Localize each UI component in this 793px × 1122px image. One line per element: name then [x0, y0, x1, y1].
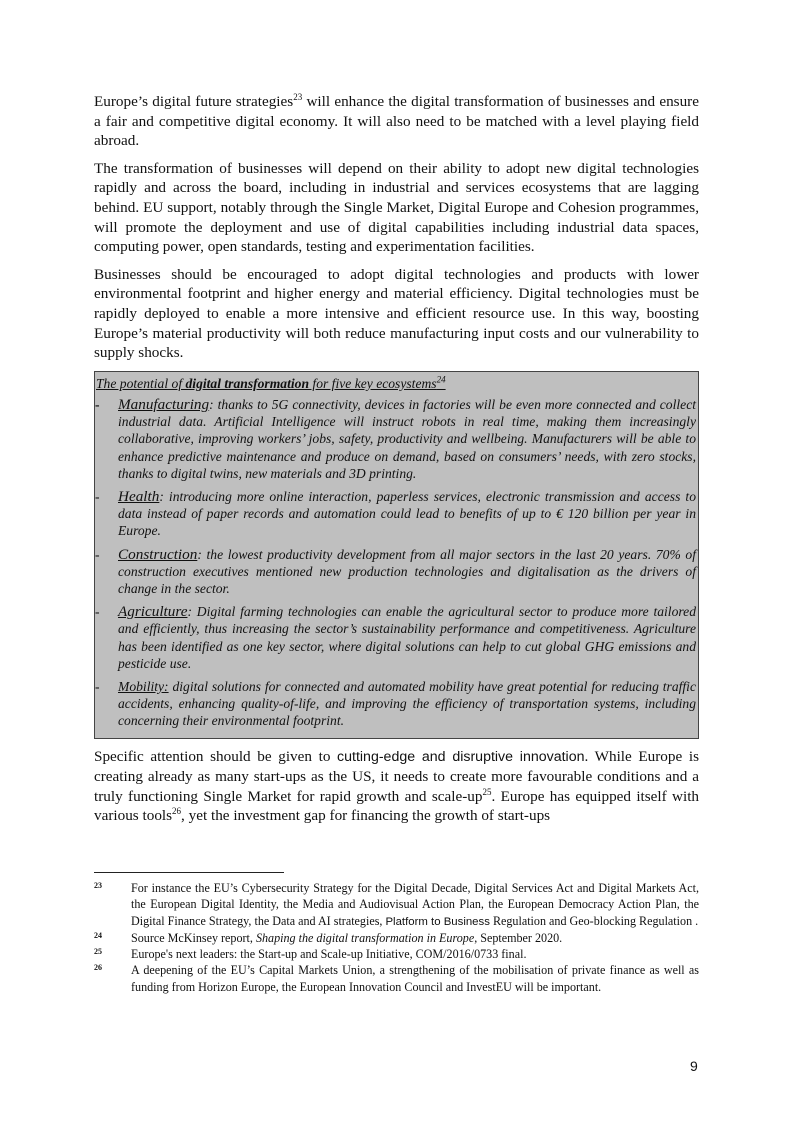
- footnote-number: 25: [94, 947, 102, 957]
- box-title-text: The potential of: [96, 375, 186, 391]
- footnote-number: 23: [94, 881, 102, 890]
- item-heading: Agriculture: [118, 603, 188, 621]
- ecosystem-item-manufacturing: [95, 396, 698, 482]
- item-heading: Health: [118, 487, 160, 505]
- box-title: [96, 375, 698, 392]
- paragraph-text: . Europe has equipped itself with various tools: [94, 787, 700, 825]
- bullet-dash: -: [95, 488, 100, 504]
- footnote-25: [94, 946, 699, 962]
- paragraph-text: Europe’s digital future strategies: [94, 93, 294, 110]
- footnote-text-sans: Platform to Business: [385, 915, 490, 928]
- footnote-text: , September 2020.: [474, 930, 563, 945]
- paragraph-text: Specific attention should be given to: [94, 747, 338, 765]
- ecosystem-item-construction: [95, 546, 698, 598]
- paragraph-innovation: [94, 747, 699, 826]
- item-heading: Construction: [118, 545, 198, 563]
- item-text: : Digital farming technologies can enable the agricultural sector to produce more tailored and efficiently, thus increasing the sector’s sustainability performance and competitiveness. Agriculture has been identified as one key sector, where digital solutions can help to cut global GHG emissions and pesticide use.: [118, 604, 696, 671]
- footnote-text: Source McKinsey report,: [131, 930, 256, 945]
- footnote-separator: [94, 872, 284, 873]
- footnote-26: [94, 962, 699, 995]
- footnote-text: Regulation and Geo-blocking Regulation .: [489, 913, 699, 928]
- ecosystems-box: [94, 371, 699, 739]
- ecosystem-item-health: [95, 488, 698, 540]
- footnotes: [94, 880, 699, 995]
- ecosystem-item-agriculture: [95, 603, 698, 672]
- paragraph-businesses: Businesses should be encouraged to adopt digital technologies and products with lower environmental footprint and higher energy and material efficiency. Digital technologies must be rapidly deployed to enable a more intensive and efficient resource use. In this way, boosting Europe’s material productivity will both reduce manufacturing input costs and our vulnerability to supply shocks.: [94, 265, 699, 362]
- footnote-ref-23[interactable]: 23: [293, 91, 303, 102]
- item-text: : introducing more online interaction, paperless services, electronic transmission and access to data instead of paper records and automation could lead to benefits of up to € 120 billion per year in Europe.: [118, 488, 696, 539]
- bullet-dash: -: [95, 604, 100, 620]
- footnote-text: For instance the EU’s Cybersecurity Strategy for the Digital Decade, Digital Services Act and Digital Markets Act, the European Digital Identity, the Media and Audiovisual Action Plan, the European Democracy Action Plan, the Digital Finance Strategy, the Data and AI strategies,: [131, 881, 699, 928]
- paragraph-text: will enhance the digital transformation of businesses and ensure a fair and competitive digital economy. It will also need to be matched with a level playing field abroad.: [94, 93, 699, 150]
- bullet-dash: -: [95, 546, 100, 562]
- bullet-dash: -: [95, 678, 100, 694]
- item-text: : thanks to 5G connectivity, devices in factories will be even more connected and collect industrial data. Artificial Intelligence will instruct robots in real time, making them increasingly collaborative, improving workers’ jobs, safety, productivity and wellbeing. Manufacturers will be able to enhance predictive maintenance and produce on demand, based on consumers’ needs, with zero stocks, thanks to digital twins, new materials and 3D printing.: [118, 396, 696, 481]
- box-title-bold: digital transformation: [185, 375, 310, 391]
- bullet-dash: -: [95, 396, 100, 412]
- paragraph-transformation: The transformation of businesses will depend on their ability to adopt new digital technologies rapidly and across the board, including in industrial and services ecosystems that are lagging behind. EU support, notably through the Single Market, Digital Europe and Cohesion programmes, will promote the deployment and use of digital capabilities including industrial data spaces, computing power, open standards, testing and experimentation facilities.: [94, 159, 699, 256]
- footnote-23: [94, 880, 699, 930]
- footnote-ref-25[interactable]: 25: [482, 786, 492, 797]
- report-title: Shaping the digital transformation in Europe: [255, 930, 475, 945]
- paragraph-text: , yet the investment gap for financing the growth of start-ups: [181, 807, 551, 825]
- footnote-ref-26[interactable]: 26: [172, 806, 182, 817]
- item-heading: Manufacturing: [118, 395, 210, 413]
- paragraph-text: . While Europe is creating already as many start-ups as the US, it needs to create more favourable conditions and a truly functioning Single Market for rapid growth and scale-up: [94, 747, 699, 805]
- footnote-number: 24: [94, 930, 102, 940]
- page-body: [94, 92, 699, 834]
- item-heading: Mobility:: [118, 678, 169, 694]
- box-title-text: for five key ecosystems: [309, 375, 437, 391]
- ecosystem-item-mobility: [95, 678, 698, 730]
- item-text: : the lowest productivity development from all major sectors in the last 20 years. 70% of construction executives mentioned new production technologies and digitalisation as the drivers of change in the sector.: [118, 546, 696, 596]
- footnote-text: A deepening of the EU’s Capital Markets Union, a strengthening of the mobilisation of private finance as well as funding from Horizon Europe, the European Innovation Council and InvestEU will be important.: [131, 963, 699, 994]
- item-text: digital solutions for connected and automated mobility have great potential for reducing traffic accidents, enhancing quality-of-life, and improving the efficiency of transportation systems, including concerning their environmental footprint.: [118, 678, 696, 729]
- footnote-24: [94, 930, 699, 946]
- page-number: 9: [690, 1058, 698, 1074]
- footnote-text: Europe's next leaders: the Start-up and Scale-up Initiative, COM/2016/0733 final.: [131, 947, 527, 962]
- paragraph-digital-future: [94, 92, 699, 151]
- emphasis-text: cutting-edge and disruptive innovation: [337, 748, 585, 765]
- footnote-number: 26: [94, 963, 102, 973]
- footnote-ref-24[interactable]: 24: [436, 374, 446, 385]
